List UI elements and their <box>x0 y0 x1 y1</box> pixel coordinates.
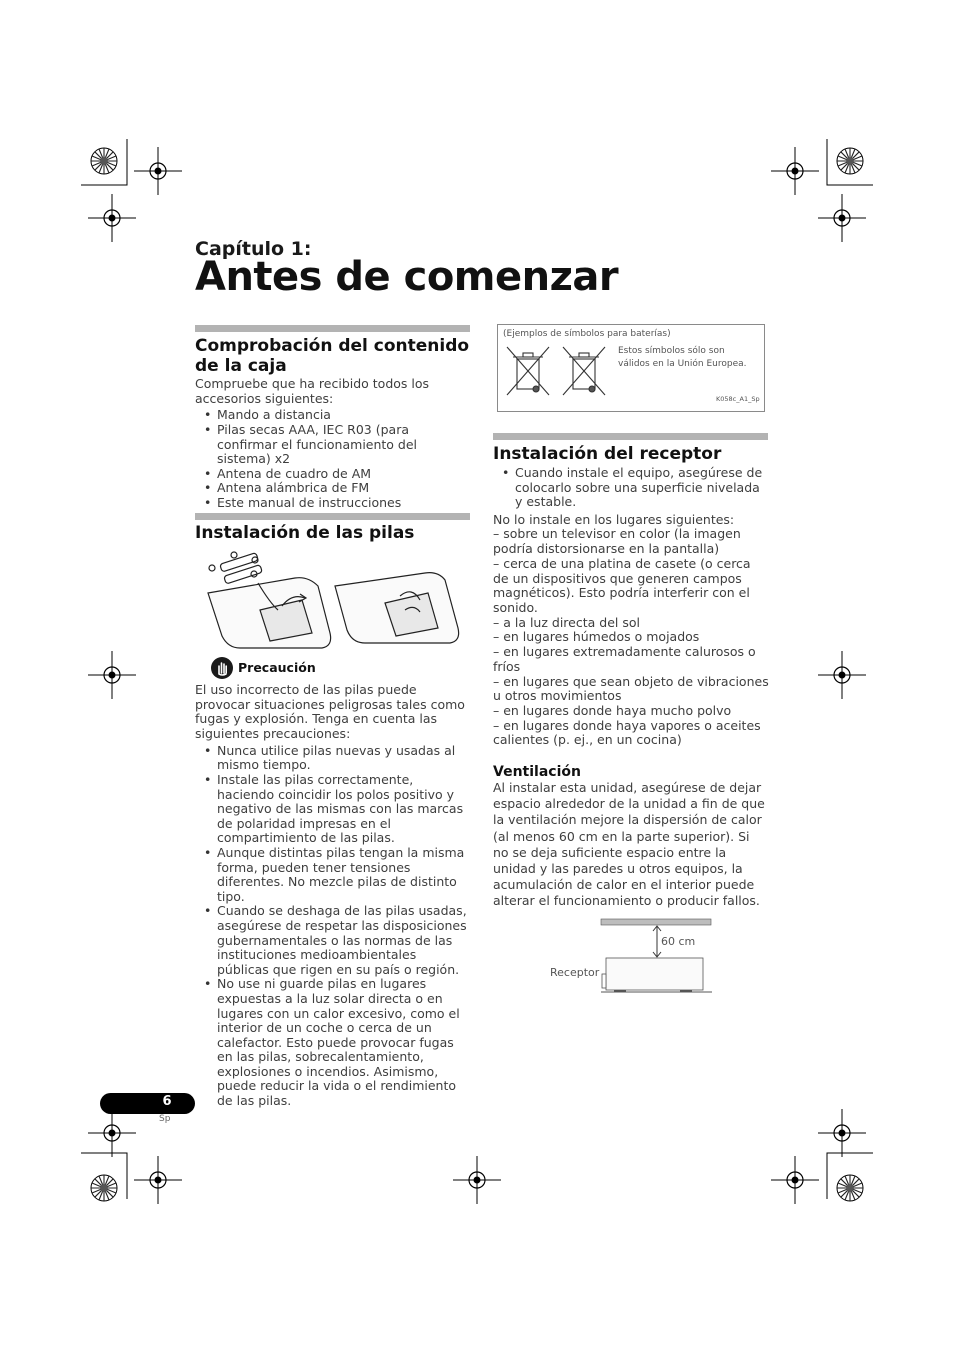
list-item: • Antena de cuadro de AM <box>217 467 470 482</box>
receiver-lead: No lo instale en los lugares siguientes: <box>493 511 735 527</box>
receiver-section <box>493 466 769 910</box>
list-item: • Cuando se deshaga de las pilas usadas, asegúrese de respetar las disposiciones gubernamentales o las normas de las instituciones medioambientales públicas que rigen en su país o región. <box>217 904 470 977</box>
ventilation-text: Al instalar esta unidad, asegúrese de dejar espacio alrededor de la unidad a fin de que la ventilación mejore la dispersión de calor (al menos 60 cm en la parte superior). Si no se deja suficiente espacio entre la unidad y las paredes u otros equipos, la acumulación de calor en el interior puede alterar el funcionamiento o producir fallos. <box>493 780 765 909</box>
list-item: • Este manual de instrucciones <box>217 496 470 511</box>
place-item: – sobre un televisor en color (la imagen podría distorsionarse en la pantalla) <box>493 526 741 557</box>
place-item: – cerca de una platina de casete (o cerca de un dispositivos que generen campos magnéticos). Esto podría interferir con el sonido. <box>493 555 751 615</box>
receiver-heading: Instalación del receptor <box>493 444 722 464</box>
list-item: • Pilas secas AAA, IEC R03 (para confirmar el funcionamiento del sistema) x2 <box>217 423 470 467</box>
section-bar <box>493 433 768 440</box>
list-item: • Aunque distintas pilas tengan la misma forma, pueden tener tensiones diferentes. No mezcle pilas de distinto tipo. <box>217 846 470 904</box>
symbols-note: Estos símbolos sólo son válidos en la Unión Europea. <box>618 346 747 369</box>
list-item: • Instale las pilas correctamente, haciendo coincidir los polos positivo y negativo de las mismas con las marcas de polaridad impresas en el compartimiento de las pilas. <box>217 773 470 846</box>
place-item: – en lugares extremadamente calurosos o fríos <box>493 644 756 674</box>
batteries-heading: Instalación de las pilas <box>195 523 415 543</box>
section-bar <box>195 513 470 520</box>
caution-label: Precaución <box>238 660 316 675</box>
battery-symbols-box <box>497 324 765 412</box>
diagram-receiver-label: Receptor <box>550 966 600 979</box>
place-item: – a la luz directa del sol <box>493 614 640 630</box>
place-item: – en lugares que sean objeto de vibraciones u otros movimientos <box>493 673 769 704</box>
list-item: • Mando a distancia <box>217 408 470 423</box>
ventilation-diagram <box>600 917 715 997</box>
place-item: – en lugares húmedos o mojados <box>493 629 700 645</box>
diagram-distance-label: 60 cm <box>661 935 696 948</box>
contents-heading: Comprobación del contenido de la caja <box>195 336 470 376</box>
ventilation-heading: Ventilación <box>493 764 581 781</box>
caution-section <box>195 683 470 1109</box>
list-item: • Cuando instale el equipo, asegúrese de colocarlo sobre una superficie nivelada y estable. <box>515 466 769 510</box>
place-item: – en lugares donde haya mucho polvo <box>493 702 732 718</box>
crossed-bin-icon <box>502 345 612 397</box>
caution-list <box>195 744 470 1109</box>
list-item: • Nunca utilice pilas nuevas y usadas al mismo tiempo. <box>217 744 470 773</box>
language-code: Sp <box>159 1114 171 1124</box>
contents-section <box>195 377 470 511</box>
symbols-code: K058c_A1_Sp <box>716 395 760 403</box>
list-item: • No use ni guarde pilas en lugares expuestas a la luz solar directa o en lugares con un calor excesivo, como el interior de un coche o cerca de un calefactor. Esto puede provocar fugas en las pilas, sobrecalentamiento, explosiones o incendios. Asimismo, puede reducir la vida o el rendimiento de las pilas. <box>217 977 470 1108</box>
caution-text: El uso incorrecto de las pilas puede provocar situaciones peligrosas tales como fugas y explosión. Tenga en cuenta las siguientes precauciones: <box>195 682 465 742</box>
receiver-bullet-list <box>493 466 769 510</box>
page-number: 6 <box>162 1094 172 1109</box>
list-item: • Antena alámbrica de FM <box>217 481 470 496</box>
chapter-title: Antes de comenzar <box>195 254 619 300</box>
hand-warning-icon <box>211 657 233 679</box>
contents-intro: Compruebe que ha recibido todos los accesorios siguientes: <box>195 376 430 406</box>
battery-installation-illustration <box>200 548 465 653</box>
page-number-badge <box>100 1093 195 1114</box>
section-bar <box>195 325 470 332</box>
contents-list <box>195 408 470 510</box>
place-item: – en lugares donde haya vapores o aceites calientes (p. ej., en un cocina) <box>493 717 761 748</box>
chapter-label: Capítulo 1: <box>195 238 312 260</box>
symbols-caption: (Ejemplos de símbolos para baterías) <box>503 329 671 339</box>
